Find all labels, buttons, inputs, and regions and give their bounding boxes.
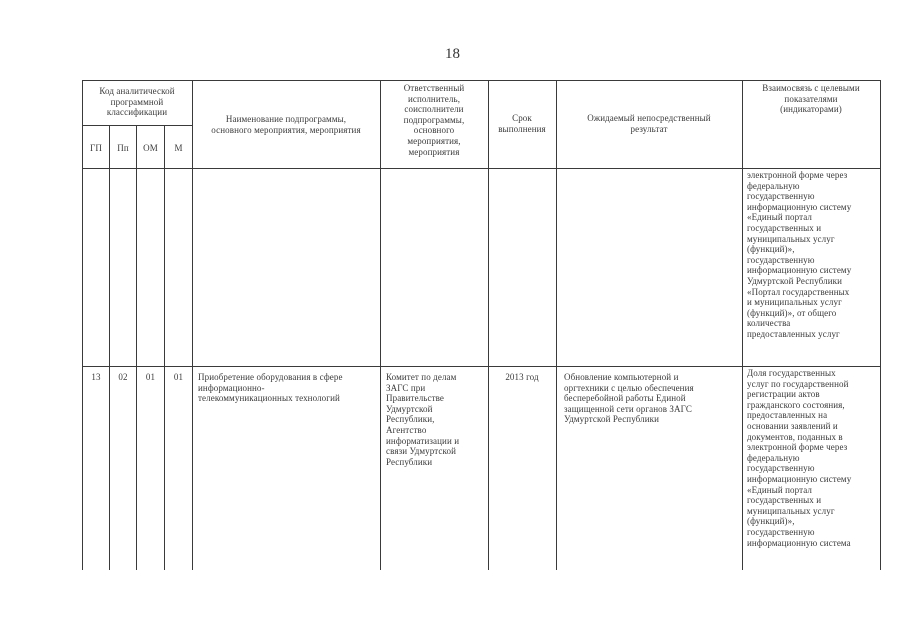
row2-pp: 02 (118, 372, 128, 382)
code-group-divider (82, 125, 192, 126)
table-top-border (82, 80, 880, 81)
col-divider-pp (136, 125, 137, 570)
row2-m: 01 (173, 372, 184, 382)
header-gp: ГП (90, 143, 102, 153)
col-divider-om (164, 125, 165, 570)
col-divider-expected (742, 80, 743, 570)
header-pp: Пп (117, 143, 129, 153)
header-om: ОМ (143, 143, 158, 153)
page-number: 18 (445, 46, 460, 62)
row2-name: Приобретение оборудования в сфере информационно- телекоммуникационных технологий (198, 372, 343, 404)
row1-relation: электронной форме через федеральную государственную информационную систему «Единый портал государственных и муниципальных услуг (функций)», государственную информационную систему Удмуртской Республики «Портал государственных и муниципальных услуг (функций)», от общего количества предоставленных услуг (747, 170, 852, 339)
row2-term: 2013 год (505, 372, 539, 382)
header-term: Срок выполнения (498, 113, 546, 134)
header-responsible: Ответственный исполнитель, соисполнители подпрограммы, основного мероприятия, мероприятия (403, 83, 465, 157)
row2-relation: Доля государственных услуг по государственной регистрации актов гражданского состояния, предоставленных на основании заявлений и документов, поданных в электронной форме через федеральную государственную информационную систему «Единый портал государственных и муниципальных услуг (функций)», государственную информационную система (747, 368, 852, 548)
header-expected: Ожидаемый непосредственный результат (587, 113, 711, 134)
col-divider-gp (109, 125, 110, 570)
row2-gp: 13 (91, 372, 101, 382)
row-divider (82, 366, 880, 367)
header-code-group: Код аналитической программной классификации (99, 86, 175, 118)
table-right-border (880, 80, 881, 570)
table-left-border (82, 80, 83, 570)
col-divider-term (556, 80, 557, 570)
col-divider-code (192, 80, 193, 570)
row2-responsible: Комитет по делам ЗАГС при Правительстве Удмуртской Республики, Агентство информатизации и связи Удмуртской Республики (386, 372, 460, 467)
header-bottom-border (82, 168, 880, 169)
header-name: Наименование подпрограммы, основного мероприятия, мероприятия (211, 114, 361, 135)
header-relation: Взаимосвязь с целевыми показателями (индикаторами) (762, 83, 860, 115)
col-divider-name (380, 80, 381, 570)
header-m: М (174, 143, 183, 153)
row2-om: 01 (145, 372, 156, 382)
col-divider-responsible (488, 80, 489, 570)
row2-expected: Обновление компьютерной и оргтехники с целью обеспечения бесперебойной работы Единой защищенной сети органов ЗАГС Удмуртской Республики (564, 372, 694, 425)
